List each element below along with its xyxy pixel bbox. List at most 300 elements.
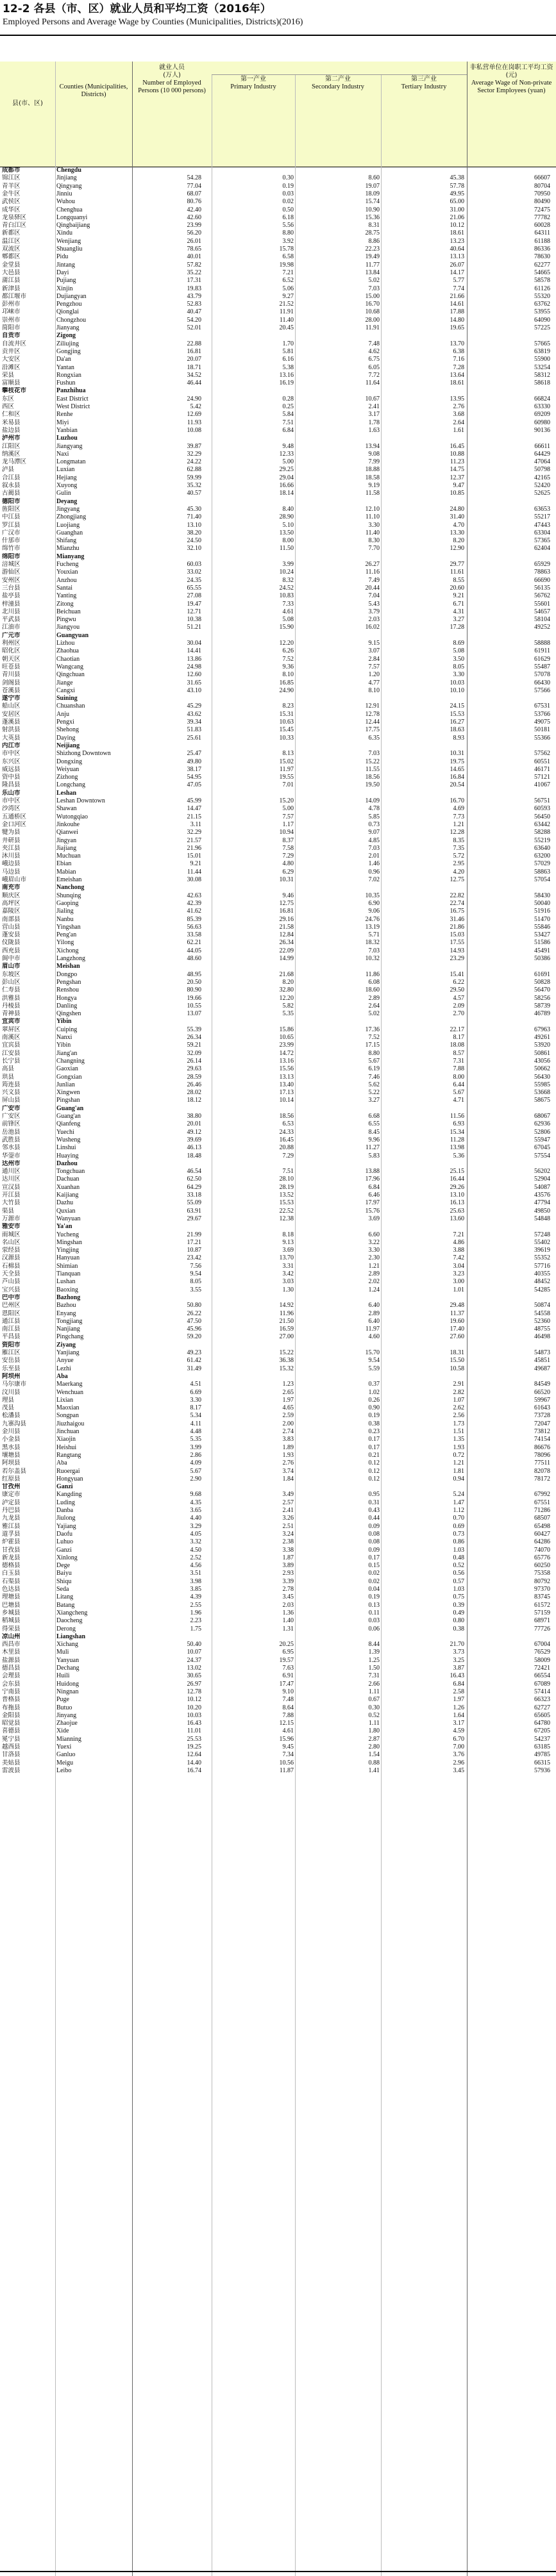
row-value-1: 31.65	[187, 679, 201, 686]
row-region-english: Youxian	[56, 569, 78, 576]
row-value-4: 8.05	[453, 663, 464, 670]
row-value-5: 77782	[534, 213, 550, 221]
row-value-3: 9.08	[368, 450, 380, 458]
row-value-4: 13.30	[450, 529, 464, 536]
row-region-english: Chenghua	[56, 206, 83, 213]
row-value-1: 24.98	[187, 663, 201, 670]
row-value-3: 13.19	[365, 923, 380, 931]
row-value-1: 39.87	[187, 442, 201, 450]
row-region-chinese: 雁江区	[2, 1349, 21, 1356]
row-value-5: 63442	[534, 820, 550, 828]
row-value-3: 3.27	[368, 1097, 380, 1104]
table-row	[0, 1554, 556, 1562]
row-region-chinese: 西充县	[2, 947, 21, 954]
row-region-english: Shimian	[56, 1262, 78, 1270]
row-value-1: 71.40	[187, 513, 201, 521]
row-value-3: 6.68	[368, 1113, 380, 1120]
row-value-3: 1.80	[368, 1727, 380, 1735]
row-value-4: 10.85	[450, 490, 464, 497]
row-value-1: 11.44	[187, 868, 201, 876]
row-region-english: Meishan	[56, 963, 80, 970]
row-value-5: 63304	[534, 529, 550, 536]
row-region-chinese: 温江区	[2, 237, 21, 245]
table-row-city	[0, 1223, 556, 1231]
row-value-1: 47.50	[187, 1317, 201, 1325]
row-region-chinese: 仁和区	[2, 411, 21, 419]
table-row	[0, 1357, 556, 1365]
row-value-1: 3.85	[190, 1586, 201, 1593]
row-value-5: 77726	[534, 1625, 550, 1633]
row-value-4: 7.88	[453, 1065, 464, 1073]
row-value-1: 4.40	[190, 1515, 201, 1522]
row-value-5: 63819	[534, 347, 550, 355]
row-value-4: 15.03	[450, 931, 464, 939]
row-value-2: 5.08	[282, 616, 294, 624]
row-value-4: 3.23	[453, 1270, 464, 1277]
row-value-3: 17.36	[365, 1026, 380, 1033]
row-region-english: Renshou	[56, 986, 79, 994]
table-row	[0, 411, 556, 419]
table-row	[0, 774, 556, 781]
row-value-2: 3.03	[282, 1278, 294, 1286]
table-row-city	[0, 695, 556, 702]
row-value-5: 60980	[534, 419, 550, 426]
row-value-2: 8.23	[282, 702, 294, 710]
row-region-chinese: 越西县	[2, 1743, 21, 1750]
table-row	[0, 947, 556, 955]
table-row	[0, 1034, 556, 1042]
row-region-english: Leshan Downtown	[56, 797, 105, 804]
row-value-3: 3.79	[368, 608, 380, 615]
row-region-chinese: 北川县	[2, 608, 21, 615]
row-region-english: Suining	[56, 695, 78, 702]
row-value-5: 66520	[534, 1388, 550, 1396]
row-value-3: 6.55	[368, 1120, 380, 1128]
row-region-english: Fushun	[56, 379, 76, 387]
row-value-3: 1.39	[368, 1649, 380, 1656]
row-value-3: 15.76	[365, 1207, 380, 1215]
table-row	[0, 206, 556, 214]
table-row	[0, 995, 556, 1002]
row-value-5: 49687	[534, 1365, 550, 1372]
row-value-5: 47064	[534, 458, 550, 466]
table-row	[0, 198, 556, 206]
row-region-english: Jinkouhe	[56, 820, 80, 828]
row-region-english: Dachuan	[56, 1176, 80, 1183]
row-value-5: 74154	[534, 1436, 550, 1443]
row-value-4: 8.20	[453, 537, 464, 545]
row-value-1: 10.12	[187, 1696, 201, 1704]
row-value-3: 0.19	[368, 1412, 380, 1420]
row-region-english: Anju	[56, 710, 69, 718]
row-value-1: 13.10	[187, 521, 201, 529]
row-value-1: 16.81	[187, 347, 201, 355]
row-region-english: Xuanhan	[56, 1183, 80, 1191]
row-value-1: 63.91	[187, 1207, 201, 1215]
table-row	[0, 490, 556, 497]
row-region-english: Yingjing	[56, 1247, 80, 1254]
row-region-chinese: 稻城县	[2, 1617, 21, 1625]
row-value-2: 16.66	[279, 482, 294, 489]
row-value-1: 54.95	[187, 774, 201, 781]
row-value-1: 12.64	[187, 1751, 201, 1759]
row-value-1: 55.09	[187, 1199, 201, 1207]
row-value-1: 30.04	[187, 640, 201, 647]
row-value-3: 3.22	[368, 1238, 380, 1246]
table-row	[0, 1089, 556, 1097]
row-value-1: 25.53	[187, 1735, 201, 1743]
row-value-2: 2.03	[282, 1601, 294, 1609]
row-value-2: 2.57	[282, 1499, 294, 1506]
row-value-3: 0.19	[368, 1593, 380, 1601]
row-value-5: 57566	[534, 686, 550, 694]
row-region-chinese: 武胜县	[2, 1136, 21, 1143]
row-value-3: 10.67	[365, 395, 380, 403]
row-value-2: 11.50	[279, 545, 294, 553]
table-row	[0, 1578, 556, 1586]
row-value-1: 30.08	[187, 876, 201, 883]
row-value-2: 10.14	[279, 1097, 294, 1104]
row-value-3: 11.27	[365, 1144, 380, 1152]
table-row	[0, 324, 556, 332]
row-value-3: 9.19	[368, 482, 380, 489]
row-value-2: 19.57	[279, 1656, 294, 1664]
row-region-english: Pengshan	[56, 978, 81, 986]
row-value-1: 3.55	[190, 1286, 201, 1293]
row-region-chinese: 金阳县	[2, 1711, 21, 1719]
row-value-4: 29.48	[450, 1302, 464, 1309]
title-rule	[0, 35, 556, 36]
row-region-chinese: 绵竹市	[2, 545, 21, 553]
row-value-5: 58430	[534, 892, 550, 899]
row-region-english: Xiangcheng	[56, 1609, 88, 1616]
row-value-2: 7.29	[282, 1152, 294, 1159]
row-value-2: 3.38	[282, 1546, 294, 1554]
table-row	[0, 451, 556, 458]
table-row	[0, 1523, 556, 1531]
row-value-3: 18.60	[365, 986, 380, 994]
row-value-4: 3.87	[453, 1665, 464, 1672]
row-value-2: 2.41	[282, 1507, 294, 1514]
table-row	[0, 1688, 556, 1696]
row-value-5: 59967	[534, 1396, 550, 1404]
row-region-english: Panzhihua	[56, 387, 86, 395]
row-value-3: 11.97	[365, 1325, 380, 1333]
row-value-3: 5.85	[368, 813, 380, 820]
table-row	[0, 443, 556, 451]
header-primary-industry: 第一产业 Primary Industry	[230, 76, 276, 90]
row-value-5: 67963	[534, 1026, 550, 1033]
row-value-3: 0.95	[368, 1491, 380, 1499]
row-value-1: 21.57	[187, 836, 201, 844]
row-value-4: 16.44	[450, 1176, 464, 1183]
row-region-chinese: 朝天区	[2, 655, 21, 663]
row-value-5: 67205	[534, 1727, 550, 1735]
row-region-english: Huidong	[56, 1680, 79, 1688]
row-value-5: 62404	[534, 545, 550, 553]
row-value-3: 9.07	[368, 829, 380, 836]
row-region-english: Quxian	[56, 1207, 76, 1215]
row-region-english: Longchang	[56, 781, 85, 789]
row-value-3: 6.05	[368, 363, 380, 371]
row-value-3: 1.50	[368, 1665, 380, 1672]
row-value-2: 7.63	[282, 1665, 294, 1672]
row-value-2: 20.25	[279, 1641, 294, 1649]
table-row	[0, 1767, 556, 1775]
row-region-chinese: 旌阳区	[2, 505, 21, 513]
row-value-5: 78172	[534, 1475, 550, 1483]
row-value-5: 54665	[534, 269, 550, 276]
row-value-2: 20.45	[279, 324, 294, 331]
row-value-5: 56470	[534, 986, 550, 994]
row-value-3: 5.02	[368, 277, 380, 285]
row-value-5: 57054	[534, 876, 550, 883]
row-value-4: 3.88	[453, 1247, 464, 1254]
row-value-4: 10.10	[450, 686, 464, 694]
row-value-5: 63640	[534, 844, 550, 852]
row-region-english: Pingshan	[56, 1097, 80, 1104]
row-region-english: Longquanyi	[56, 213, 88, 221]
row-region-chinese: 米易县	[2, 419, 21, 426]
row-value-4: 4.59	[453, 1727, 464, 1735]
row-value-4: 3.68	[453, 411, 464, 419]
table-row	[0, 931, 556, 939]
table-row-city	[0, 553, 556, 561]
row-value-3: 18.32	[365, 939, 380, 947]
row-value-4: 0.80	[453, 1617, 464, 1625]
row-region-english: Qianfeng	[56, 1120, 81, 1128]
row-region-english: Lezhi	[56, 1365, 71, 1372]
table-row	[0, 238, 556, 245]
row-value-3: 8.10	[368, 686, 380, 694]
table-row	[0, 671, 556, 679]
row-value-3: 3.17	[368, 411, 380, 419]
row-value-3: 15.74	[365, 198, 380, 206]
row-value-4: 1.26	[453, 1704, 464, 1711]
row-value-2: 7.52	[282, 655, 294, 663]
row-value-2: 3.69	[282, 1247, 294, 1254]
row-value-1: 21.99	[187, 1231, 201, 1238]
row-region-english: Danling	[56, 1002, 78, 1010]
row-value-1: 20.50	[187, 978, 201, 986]
row-value-5: 58888	[534, 640, 550, 647]
table-row	[0, 466, 556, 474]
row-region-chinese: 峨眉山市	[2, 876, 27, 883]
row-value-2: 8.13	[282, 750, 294, 758]
row-value-2: 8.10	[282, 671, 294, 679]
table-row	[0, 1704, 556, 1712]
row-value-4: 25.15	[450, 1168, 464, 1176]
row-value-1: 7.56	[190, 1262, 201, 1270]
row-value-5: 57554	[534, 1152, 550, 1159]
table-row	[0, 1389, 556, 1397]
row-value-1: 4.56	[190, 1562, 201, 1570]
row-value-3: 0.88	[368, 1759, 380, 1766]
row-region-english: Hongyuan	[56, 1475, 83, 1483]
row-region-english: Hongya	[56, 994, 77, 1002]
row-region-chinese: 马边县	[2, 868, 21, 876]
row-value-4: 17.40	[450, 1325, 464, 1333]
row-value-2: 7.51	[282, 1168, 294, 1176]
row-value-1: 1.96	[190, 1609, 201, 1616]
row-value-1: 24.90	[187, 395, 201, 403]
row-value-4: 17.55	[450, 939, 464, 947]
row-value-5: 49252	[534, 624, 550, 631]
row-region-chinese: 邛崃市	[2, 308, 21, 316]
row-region-english: Kaijiang	[56, 1192, 79, 1199]
row-value-4: 31.40	[450, 513, 464, 521]
row-value-2: 6.58	[282, 253, 294, 261]
table-row	[0, 1144, 556, 1152]
row-value-1: 2.52	[190, 1554, 201, 1561]
row-value-4: 10.31	[450, 750, 464, 758]
row-value-1: 62.21	[187, 939, 201, 947]
row-value-3: 0.23	[368, 1428, 380, 1435]
row-value-5: 67045	[534, 1144, 550, 1152]
row-value-3: 15.70	[365, 1349, 380, 1356]
row-region-english: Langzhong	[56, 955, 85, 962]
table-row	[0, 852, 556, 860]
row-value-3: 6.46	[368, 1192, 380, 1199]
row-value-3: 3.30	[368, 1247, 380, 1254]
row-region-chinese: 夹江县	[2, 844, 21, 852]
table-row	[0, 1641, 556, 1649]
row-value-1: 80.76	[187, 198, 201, 206]
row-value-1: 56.63	[187, 923, 201, 931]
row-value-4: 15.50	[450, 1357, 464, 1365]
row-region-english: Daying	[56, 734, 76, 742]
row-region-chinese: 白玉县	[2, 1570, 21, 1577]
row-value-1: 46.44	[187, 379, 201, 387]
row-value-4: 1.73	[453, 1420, 464, 1427]
row-region-chinese: 道孚县	[2, 1530, 21, 1538]
row-value-3: 12.44	[365, 719, 380, 726]
row-value-4: 0.38	[453, 1625, 464, 1633]
row-value-3: 7.57	[368, 663, 380, 670]
row-region-chinese: 沐川县	[2, 852, 21, 860]
row-region-english: Lizhou	[56, 640, 75, 647]
table-row	[0, 1270, 556, 1278]
table-row-city	[0, 1373, 556, 1381]
row-value-3: 7.03	[368, 750, 380, 758]
row-value-3: 2.64	[368, 1002, 380, 1010]
row-value-4: 27.60	[450, 1333, 464, 1341]
row-value-3: 15.22	[365, 758, 380, 765]
row-value-4: 18.61	[450, 379, 464, 387]
row-value-3: 17.97	[365, 1199, 380, 1207]
row-value-3: 10.90	[365, 206, 380, 213]
row-region-english: Gongjing	[56, 347, 81, 355]
row-value-4: 24.80	[450, 505, 464, 513]
row-region-english: Ziyang	[56, 1341, 76, 1349]
row-value-3: 11.91	[365, 324, 380, 331]
row-value-4: 12.28	[450, 829, 464, 836]
row-region-english: Ganluo	[56, 1751, 76, 1759]
row-region-english: Anzhou	[56, 576, 77, 584]
row-region-chinese: 汉源县	[2, 1254, 21, 1262]
table-row	[0, 277, 556, 285]
row-value-3: 0.21	[368, 1451, 380, 1459]
row-value-3: 9.15	[368, 640, 380, 647]
row-value-2: 17.13	[279, 1089, 294, 1097]
row-value-1: 18.71	[187, 363, 201, 371]
row-value-5: 63200	[534, 852, 550, 860]
row-region-chinese: 壤塘县	[2, 1451, 21, 1459]
row-value-2: 21.50	[279, 1317, 294, 1325]
row-region-chinese: 阿坝县	[2, 1459, 21, 1467]
table-row	[0, 679, 556, 687]
row-value-4: 2.56	[453, 1412, 464, 1420]
row-value-3: 8.86	[368, 237, 380, 245]
row-value-2: 1.30	[282, 1286, 294, 1293]
table-row	[0, 183, 556, 190]
row-value-4: 16.13	[450, 1199, 464, 1207]
row-value-4: 14.65	[450, 765, 464, 773]
row-value-5: 55366	[534, 734, 550, 742]
row-value-1: 4.51	[190, 1381, 201, 1388]
row-value-5: 53254	[534, 363, 550, 371]
row-value-4: 40.64	[450, 245, 464, 253]
row-value-4: 45.38	[450, 174, 464, 182]
row-value-5: 68971	[534, 1617, 550, 1625]
row-value-1: 40.01	[187, 253, 201, 261]
row-value-2: 9.10	[282, 1688, 294, 1695]
row-value-1: 48.60	[187, 955, 201, 962]
row-value-4: 16.75	[450, 908, 464, 915]
row-value-2: 11.91	[279, 308, 294, 316]
table-row	[0, 356, 556, 363]
row-region-english: Seda	[56, 1586, 69, 1593]
row-value-1: 4.05	[190, 1530, 201, 1538]
table-row	[0, 1452, 556, 1459]
row-value-5: 58312	[534, 371, 550, 379]
row-value-4: 8.93	[453, 734, 464, 742]
row-value-5: 67089	[534, 1680, 550, 1688]
row-region-english: Enyang	[56, 1309, 76, 1317]
row-value-2: 1.84	[282, 1475, 294, 1483]
row-value-3: 7.03	[368, 947, 380, 954]
table-row	[0, 1120, 556, 1128]
row-value-5: 97370	[534, 1586, 550, 1593]
table-row-city	[0, 963, 556, 970]
row-value-2: 1.70	[282, 340, 294, 347]
row-region-chinese: 前锋区	[2, 1120, 21, 1128]
row-region-chinese: 渠县	[2, 1207, 15, 1215]
row-value-5: 71286	[534, 1507, 550, 1514]
row-value-1: 2.86	[190, 1451, 201, 1459]
row-value-3: 2.41	[368, 403, 380, 410]
row-value-4: 19.75	[450, 758, 464, 765]
row-value-2: 16.45	[279, 1136, 294, 1143]
row-value-4: 4.31	[453, 608, 464, 615]
row-region-english: Kangding	[56, 1491, 82, 1499]
row-value-2: 9.48	[282, 442, 294, 450]
row-value-1: 31.49	[187, 1365, 201, 1372]
row-value-1: 3.11	[190, 820, 201, 828]
table-row	[0, 253, 556, 261]
row-region-english: Santai	[56, 584, 72, 592]
row-value-5: 64429	[534, 450, 550, 458]
row-value-4: 0.52	[453, 1562, 464, 1570]
row-value-3: 8.80	[368, 1049, 380, 1057]
table-row	[0, 860, 556, 868]
table-row	[0, 1475, 556, 1483]
row-value-4: 16.70	[450, 797, 464, 804]
row-value-1: 68.07	[187, 190, 201, 197]
row-region-english: Luojiang	[56, 521, 80, 529]
table-row	[0, 1010, 556, 1018]
row-region-chinese: 青神县	[2, 1010, 21, 1018]
